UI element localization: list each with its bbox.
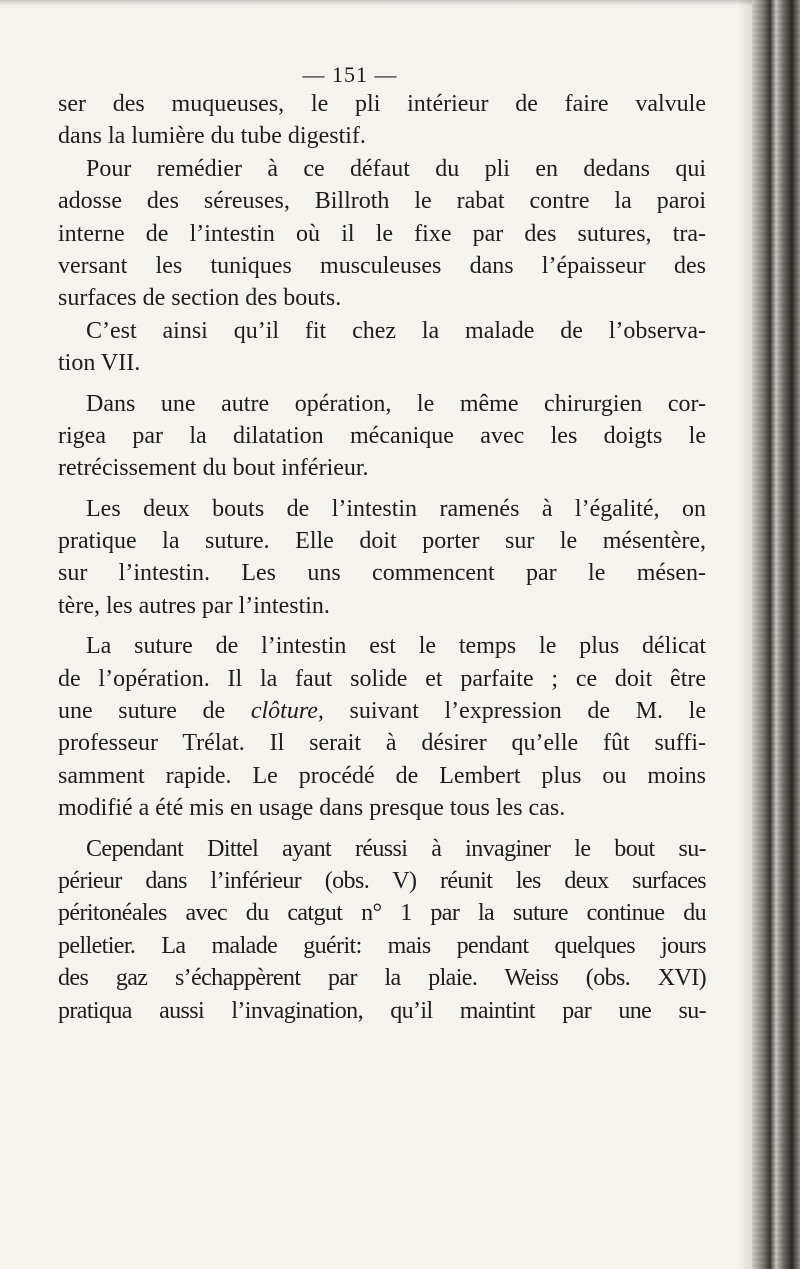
text-line: pratiqua aussi l’invagination, qu’il maintint par une su- (58, 997, 706, 1024)
text-line: rigea par la dilatation mécanique avec les doigts le (58, 422, 706, 449)
text-line: retrécissement du bout inférieur. (58, 455, 369, 482)
paragraph-gap (58, 485, 706, 493)
paragraph-gap (58, 622, 706, 630)
text-line-with-italic (58, 695, 706, 727)
text-line: sur l’intestin. Les uns commencent par le mésen- (58, 560, 706, 587)
text-line: pelletier. La malade guérit: mais pendant quelques jours (58, 932, 706, 959)
page-number: — 151 — (302, 62, 398, 87)
text-line: versant les tuniques musculeuses dans l’épaisseur des (58, 252, 706, 279)
paragraph-gap (58, 825, 706, 833)
italic-term: clôture, (250, 698, 324, 725)
text-line: ser des muqueuses, le pli intérieur de faire valvule (58, 91, 706, 117)
paragraph (58, 315, 706, 380)
paragraph (58, 88, 706, 153)
paragraph (58, 153, 706, 315)
text-line: samment rapide. Le procédé de Lembert plus ou moins (58, 762, 706, 789)
text-line: C’est ainsi qu’il fit chez la malade de l’observa- (86, 317, 706, 344)
text-line: de l’opération. Il la faut solide et parfaite ; ce doit être (58, 665, 706, 692)
text-line: adosse des séreuses, Billroth le rabat contre la paroi (58, 188, 706, 215)
gutter-shadow (738, 0, 752, 1269)
text-line: Pour remédier à ce défaut du pli en dedans qui (86, 155, 706, 182)
text-line: Dans une autre opération, le même chirurgien cor- (86, 390, 706, 417)
text-line: périeur dans l’inférieur (obs. V) réunit les deux surfaces (58, 867, 706, 894)
paragraph (58, 630, 706, 824)
body-text (58, 88, 706, 1027)
text-line: péritonéales avec du catgut n° 1 par la suture continue du (58, 900, 706, 927)
top-page-edge (0, 0, 760, 6)
text-line: tion VII. (58, 350, 141, 377)
text-line: pratique la suture. Elle doit porter sur le mésentère, (58, 528, 706, 555)
text-line: tère, les autres par l’intestin. (58, 592, 330, 619)
text-line: dans la lumière du tube digestif. (58, 123, 366, 150)
text-line: des gaz s’échappèrent par la plaie. Weiss (obs. XVI) (58, 965, 706, 992)
text-line: surfaces de section des bouts. (58, 285, 342, 312)
text-line: modifié a été mis en usage dans presque tous les cas. (58, 795, 566, 822)
text-line: professeur Trélat. Il serait à désirer qu’elle fût suffi- (58, 730, 706, 757)
paragraph-gap (58, 380, 706, 388)
text-fragment: suivant l’expression de M. le (349, 698, 706, 725)
text-line: Cependant Dittel ayant réussi à invaginer le bout su- (86, 835, 706, 862)
text-line: Les deux bouts de l’intestin ramenés à l’égalité, on (86, 495, 706, 522)
book-binding (752, 0, 800, 1269)
text-line: interne de l’intestin où il le fixe par des sutures, tra- (58, 220, 706, 247)
text-line: La suture de l’intestin est le temps le plus délicat (86, 633, 706, 660)
text-fragment: une suture de (58, 698, 226, 725)
paragraph (58, 833, 706, 1027)
paragraph (58, 388, 706, 485)
paragraph (58, 493, 706, 623)
